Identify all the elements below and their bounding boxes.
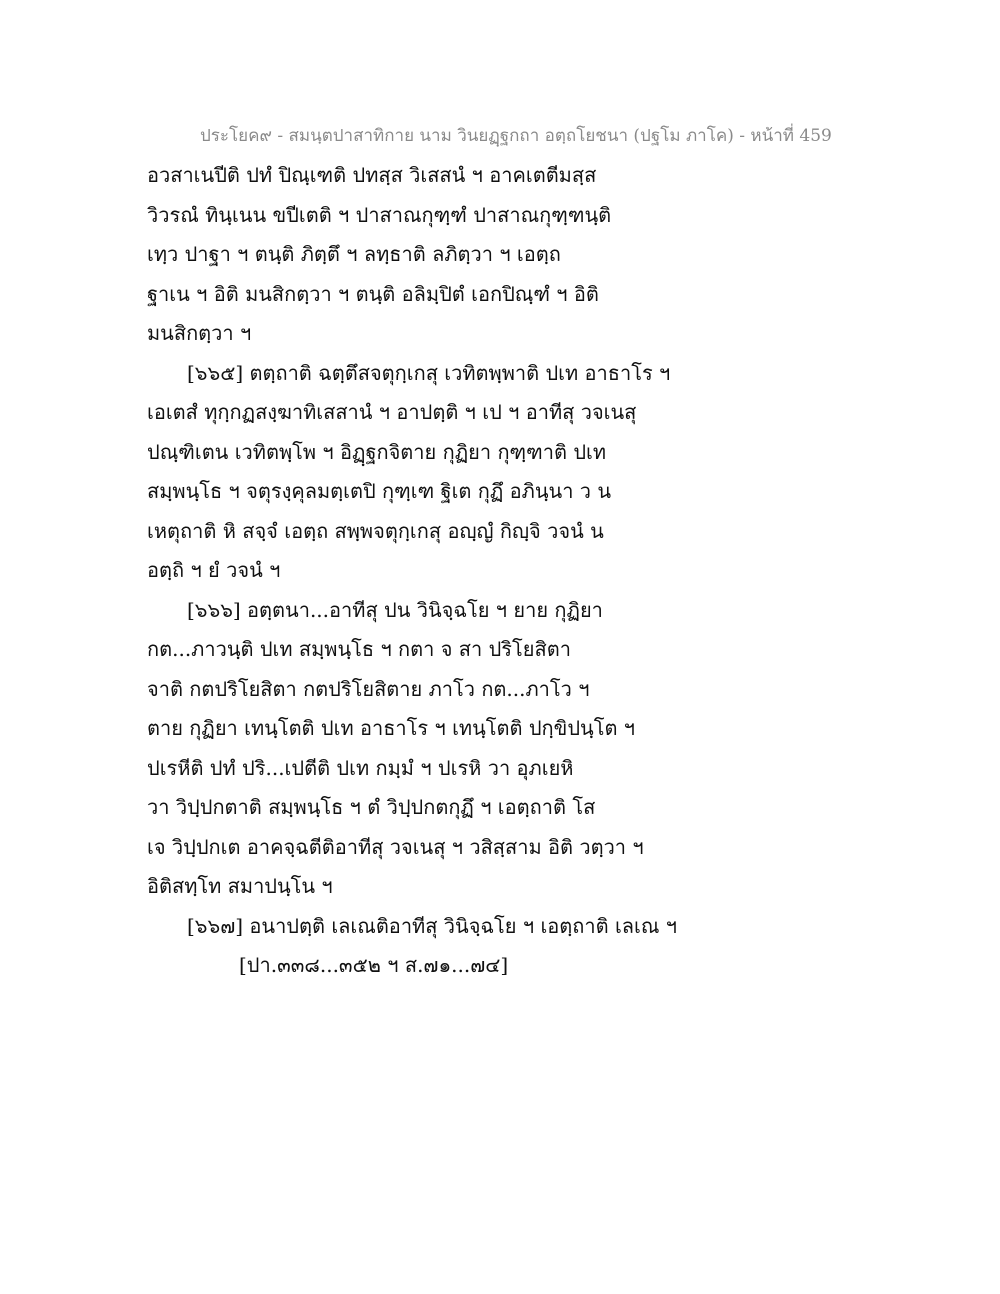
- text-line: สมฺพนฺโธ ฯ จตุรงฺคุลมตฺเตปิ กุฑฺเฑ ฐิเต กุฏึ อภินฺนา ว น: [147, 479, 612, 503]
- text-line: กต...ภาวนฺติ ปเท สมฺพนฺโธ ฯ กตา จ สา ปริโยสิตา: [147, 637, 571, 661]
- text-line: เหตุถาติ หิ สจฺจํ เอตฺถ สพฺพจตุกฺเกสุ อญฺญํ กิญฺจิ วจนํ น: [147, 518, 604, 543]
- text-line: วิวรณํ ทินฺเนน ขปีเตติ ฯ ปาสาณกุฑฺฑํ ปาสาณกุฑฺฑนฺติ: [147, 202, 612, 227]
- text-line: ตาย กุฏิยา เทนฺโตติ ปเท อาธาโร ฯ เทนฺโตติ ปกฺขิปนฺโต ฯ: [147, 716, 636, 740]
- running-header: ประโยค๙ - สมนฺตปาสาทิกาย นาม วินยฏฺฐกถา อตฺถโยชนา (ปฐโม ภาโค) - หน้าที่ 459: [200, 126, 832, 146]
- paragraph-start-666: [๖๖๖] อตฺตนา...อาทีสุ ปน วินิจฺฉโย ฯ ยาย กุฏิยา: [187, 597, 603, 622]
- text-line: จาติ กตปริโยสิตา กตปริโยสิตาย ภาโว กต...ภาโว ฯ: [147, 676, 590, 701]
- text-line: มนสิกตฺวา ฯ: [147, 321, 252, 345]
- text-line: วา วิปฺปกตาติ สมฺพนฺโธ ฯ ตํ วิปฺปกตกุฏึ ฯ เอตฺถาติ โส: [147, 795, 596, 819]
- text-line: เจ วิปฺปกเต อาคจฺฉตีติอาทีสุ วจเนสุ ฯ วสิสฺสาม อิติ วตฺวา ฯ: [147, 834, 644, 859]
- text-line: ปณฺฑิเตน เวทิตพฺโพ ฯ อิฏฺฐกจิตาย กุฏิยา กุฑฺฑาติ ปเท: [147, 439, 607, 464]
- text-line: อตฺถิ ฯ ยํ วจนํ ฯ: [147, 558, 281, 582]
- reference-note: [ปา.๓๓๘...๓๕๒ ฯ ส.๗๑...๗๔]: [239, 953, 509, 977]
- text-line: อวสาเนปีติ ปทํ ปิณฺเฑติ ปทสฺส วิเสสนํ ฯ อาคเตตีมสฺส: [147, 163, 597, 187]
- paragraph-start-667: [๖๖๗] อนาปตฺติ เลเณติอาทีสุ วินิจฺฉโย ฯ เอตฺถาติ เลเณ ฯ: [187, 913, 678, 938]
- paragraph-start-665: [๖๖๕] ตตฺถาติ ฉตฺตึสจตุกฺเกสุ เวทิตพฺพาติ ปเท อาธาโร ฯ: [187, 360, 671, 385]
- text-line: อิติสทฺโท สมาปนฺโน ฯ: [147, 874, 333, 898]
- body-text: [147, 160, 947, 990]
- text-line: ฐาเน ฯ อิติ มนสิกตฺวา ฯ ตนฺติ อลิมฺปิตํ เอกปิณฺฑํ ฯ อิติ: [147, 281, 599, 306]
- text-line: เอเตสํ ทุกฺกฏสงฺฆาทิเสสานํ ฯ อาปตฺติ ฯ เป ฯ อาทีสุ วจเนสุ: [147, 400, 637, 424]
- text-line: ปเรหีติ ปทํ ปริ...เปตีติ ปเท กมฺมํ ฯ ปเรหิ วา อุภเยหิ: [147, 755, 574, 780]
- text-line: เทฺว ปาฐา ฯ ตนฺติ ภิตฺตึ ฯ ลทฺธาติ ลภิตฺวา ฯ เอตฺถ: [147, 242, 561, 266]
